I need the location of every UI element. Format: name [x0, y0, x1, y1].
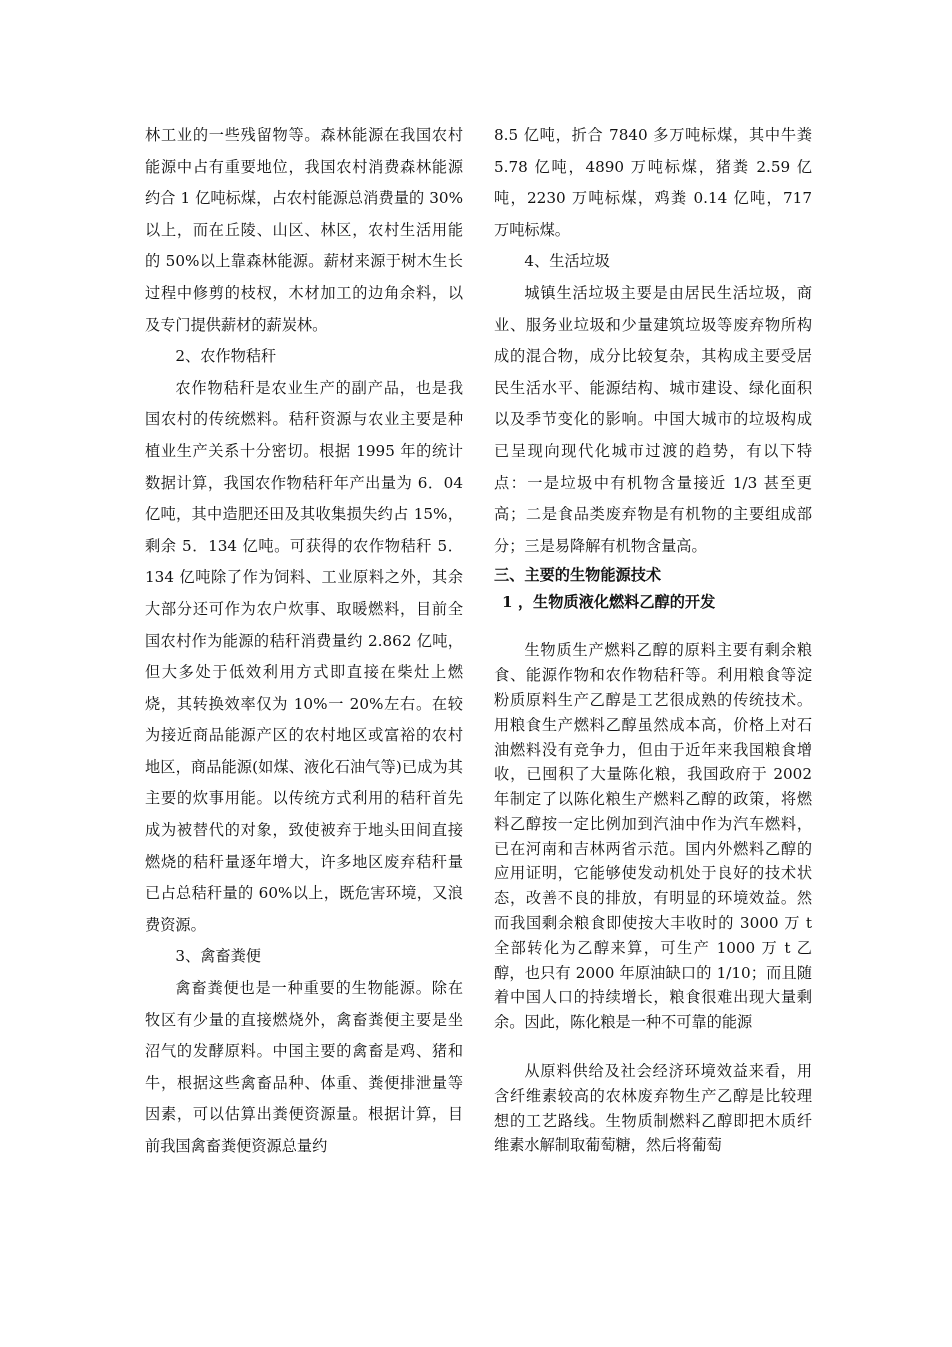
paragraph-domestic-waste: 城镇生活垃圾主要是由居民生活垃圾，商业、服务业垃圾和少量建筑垃圾等废弃物所构成的混合物，成分比较复杂，其构成主要受居民生活水平、能源结构、城市建设、绿化面积以及季节变化的影响。中国大城市的垃圾构成已呈现向现代化城市过渡的趋势，有以下特点：一是垃圾中有机物含量接近 1/3 甚至更高；二是食品类废弃物是有机物的主要组成部分；三是易降解有机物含量高。: [494, 283, 812, 555]
paragraph-livestock-manure: 禽畜粪便也是一种重要的生物能源。除在牧区有少量的直接燃烧外，禽畜粪便主要是坐沼气的发酵原料。中国主要的禽畜是鸡、猪和牛，根据这些禽畜品种、体重、粪便排泄量等因素，可以估算出粪便资源量。根据计算，目前我国禽畜粪便资源总量约: [145, 979, 463, 1155]
paragraph-crop-straw: 农作物秸秆是农业生产的副产品，也是我国农村的传统燃料。秸秆资源与农业主要是种植业生产关系十分密切。根据 1995 年的统计数据计算，我国农作物秸秆年产出量为 6．04 亿吨，其中造肥还田及其收集损失约占 15%，剩余 5．134 亿吨。可获得的农作物秸秆 5．134 亿吨除了作为饲料、工业原料之外，其余大部分还可作为农户炊事、取暖燃料，目前全国农村作为能源的秸秆消费量约 2.862 亿吨，但大多处于低效利用方式即直接在柴灶上燃烧，其转换效率仅为 10%一 20%左右。在较为接近商品能源产区的农村地区或富裕的农村地区，商品能源(如煤、液化石油气等)已成为其主要的炊事用能。以传统方式利用的秸秆首先成为被替代的对象，致使被弃于地头田间直接燃烧的秸秆量逐年增大，许多地区废弃秸秆量已占总秸秆量的 60%以上，既危害环境，又浪费资源。: [145, 378, 463, 934]
paragraph-forest-energy: 林工业的一些残留物等。森林能源在我国农村能源中占有重要地位，我国农村消费森林能源约合 1 亿吨标煤，占农村能源总消费量的 30%以上，而在丘陵、山区、林区，农村生活用能的 50%以上靠森林能源。薪材来源于树木生长过程中修剪的枝杈，木材加工的边角余料，以及专门提供薪材的薪炭林。: [145, 126, 463, 334]
section-title-bioenergy-tech: 三、主要的生物能源技术: [494, 566, 662, 585]
spacer: [494, 616, 812, 638]
right-column: [494, 120, 812, 1158]
paragraph-ethanol-cellulose: 从原料供给及社会经济环境效益来看，用含纤维素较高的农林废弃物生产乙醇是比较理想的工艺路线。生物质制燃料乙醇即把木质纤维素水解制取葡萄糖，然后将葡萄: [494, 1062, 812, 1155]
subsection-title-ethanol: 1 ，生物质液化燃料乙醇的开发: [502, 593, 716, 612]
heading-livestock-manure: 3、禽畜粪便: [175, 947, 261, 966]
spacer: [494, 1035, 812, 1059]
heading-domestic-waste: 4、生活垃圾: [524, 252, 610, 271]
paragraph-manure-continued: 8.5 亿吨，折合 7840 多万吨标煤，其中牛粪 5.78 亿吨，4890 万吨标煤，猪粪 2.59 亿吨，2230 万吨标煤，鸡粪 0.14 亿吨，717 万吨标煤。: [494, 126, 812, 239]
paragraph-ethanol-grain: 生物质生产燃料乙醇的原料主要有剩余粮食、能源作物和农作物秸秆等。利用粮食等淀粉质原料生产乙醇是工艺很成熟的传统技术。用粮食生产燃料乙醇虽然成本高，价格上对石油燃料没有竞争力，但由于近年来我国粮食增收，已囤积了大量陈化粮，我国政府于 2002 年制定了以陈化粮生产燃料乙醇的政策，将燃料乙醇按一定比例加到汽油中作为汽车燃料，已在河南和吉林两省示范。国内外燃料乙醇的应用证明，它能够使发动机处于良好的技术状态，改善不良的排放，有明显的环境效益。然而我国剩余粮食即使按大丰收时的 3000 万 t 全部转化为乙醇来算，可生产 1000 万 t 乙醇，也只有 2000 年原油缺口的 1/10；而且随着中国人口的持续增长，粮食很难出现大量剩余。因此，陈化粮是一种不可靠的能源: [494, 641, 812, 1032]
left-column: [145, 120, 463, 1163]
heading-crop-straw: 2、农作物秸秆: [175, 347, 277, 366]
